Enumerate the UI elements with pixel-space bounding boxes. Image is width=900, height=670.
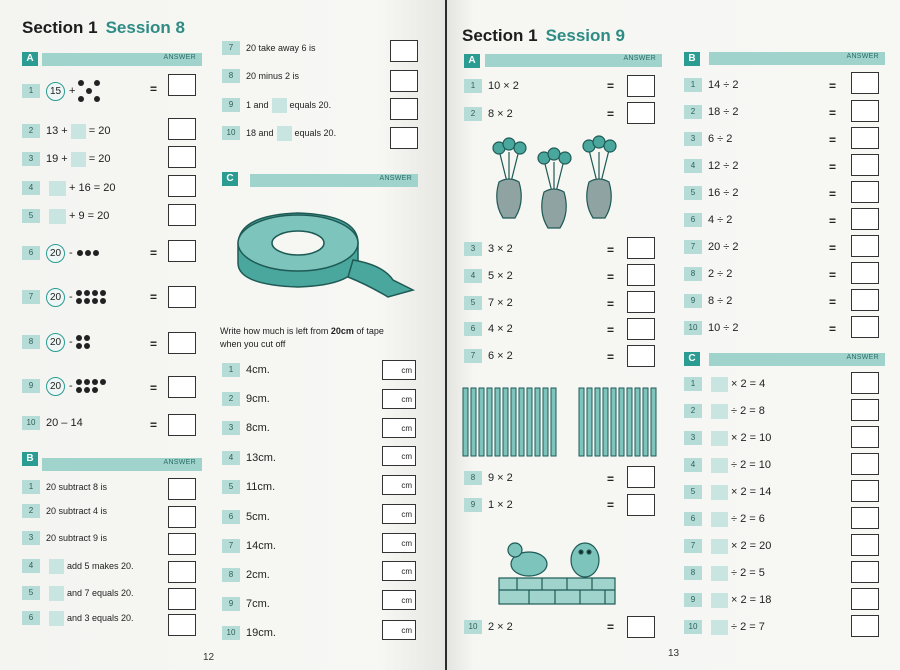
question-b6: 6 4 ÷ 2	[684, 209, 732, 231]
question-b2: 2 20 subtract 4 is	[22, 500, 107, 522]
question-a3: 3 3 × 2	[464, 238, 513, 260]
answer-box-b1[interactable]	[851, 72, 879, 94]
answer-box-c10[interactable]	[851, 615, 879, 637]
answer-box-a8[interactable]	[627, 466, 655, 488]
question-c8: 8 ÷ 2 = 5	[684, 562, 765, 584]
answer-box-b5[interactable]	[168, 588, 196, 610]
question-a4: 4 5 × 2	[464, 265, 513, 287]
part-b-answer-band: ANSWER	[42, 458, 202, 471]
blank-gap	[49, 559, 64, 574]
question-c6: 6 5cm.	[222, 506, 270, 528]
answer-box-b6[interactable]	[168, 614, 196, 636]
question-a10: 10 20 – 14	[22, 412, 83, 434]
answer-box-a3[interactable]	[627, 237, 655, 259]
question-c10: 10 ÷ 2 = 7	[684, 616, 765, 638]
answer-box-b8[interactable]	[851, 262, 879, 284]
tape-roll-illustration	[218, 205, 418, 300]
part-c-answer-band: ANSWER	[250, 174, 418, 187]
pencils-illustration	[461, 378, 666, 458]
answer-box-b1[interactable]	[168, 478, 196, 500]
answer-box-b10[interactable]	[851, 316, 879, 338]
number-circle: 15	[46, 82, 65, 101]
question-c5: 5 × 2 = 14	[684, 481, 771, 503]
question-b3: 3 6 ÷ 2	[684, 128, 732, 150]
question-a2: 2 8 × 2	[464, 103, 513, 125]
equals-sign: =	[150, 381, 158, 395]
answer-box-b3[interactable]	[851, 127, 879, 149]
answer-box-a1[interactable]	[627, 75, 655, 97]
question-a7: 7 20 -	[22, 286, 106, 308]
answer-box-c3[interactable]: cm	[382, 418, 416, 438]
birds-on-wall-illustration	[497, 530, 617, 605]
answer-box-c2[interactable]: cm	[382, 389, 416, 409]
question-b1: 1 14 ÷ 2	[684, 74, 739, 96]
question-a9: 9 1 × 2	[464, 494, 513, 516]
answer-box-a4[interactable]	[168, 175, 196, 197]
number-circle: 20	[46, 244, 65, 263]
answer-box-b10[interactable]	[390, 127, 418, 149]
blank-gap	[49, 209, 66, 224]
answer-box-a7[interactable]	[627, 345, 655, 367]
question-b8: 8 2 ÷ 2	[684, 263, 732, 285]
part-b-label: B	[22, 452, 38, 466]
question-c1: 1 4cm.	[222, 359, 270, 381]
question-a9: 9 20 -	[22, 375, 106, 397]
question-c10: 10 19cm.	[222, 622, 276, 644]
answer-box-c9[interactable]	[851, 588, 879, 610]
question-b9: 9 1 and equals 20.	[222, 94, 331, 116]
answer-box-c6[interactable]: cm	[382, 504, 416, 524]
answer-box-c6[interactable]	[851, 507, 879, 529]
answer-box-a1[interactable]	[168, 74, 196, 96]
question-a3: 3 19 + = 20	[22, 148, 110, 170]
answer-box-b8[interactable]	[390, 70, 418, 92]
answer-box-a9[interactable]	[627, 494, 655, 516]
equals-sign: =	[150, 246, 158, 260]
question-b4: 4 12 ÷ 2	[684, 155, 739, 177]
answer-box-b2[interactable]	[851, 100, 879, 122]
blank-gap	[49, 611, 64, 626]
page-title-right: Section 1 Session 9	[462, 26, 625, 45]
answer-box-c8[interactable]: cm	[382, 561, 416, 581]
question-a2: 2 13 + = 20	[22, 120, 110, 142]
number-circle: 20	[46, 377, 65, 396]
question-a4: 4 + 16 = 20	[22, 177, 116, 199]
answer-box-c8[interactable]	[851, 561, 879, 583]
counting-dots	[76, 335, 90, 349]
question-c5: 5 11cm.	[222, 476, 275, 498]
question-b4: 4 add 5 makes 20.	[22, 555, 134, 577]
page-number-right: 13	[668, 648, 680, 659]
answer-box-b9[interactable]	[390, 98, 418, 120]
answer-box-c10[interactable]: cm	[382, 620, 416, 640]
equals-sign: =	[150, 337, 158, 351]
question-b7: 7 20 take away 6 is	[222, 37, 316, 59]
question-b5: 5 16 ÷ 2	[684, 182, 739, 204]
part-a-answer-band: ANSWER	[42, 53, 202, 66]
answer-box-c3[interactable]	[851, 426, 879, 448]
question-c9: 9 7cm.	[222, 593, 270, 615]
blank-gap	[49, 181, 66, 196]
number-circle: 20	[46, 333, 65, 352]
counting-dots	[76, 247, 100, 259]
answer-box-a6[interactable]	[627, 318, 655, 340]
question-a7: 7 6 × 2	[464, 345, 513, 367]
answer-box-a4[interactable]	[627, 264, 655, 286]
answer-box-a2[interactable]	[168, 118, 196, 140]
question-c8: 8 2cm.	[222, 564, 270, 586]
answer-box-a10[interactable]	[168, 414, 196, 436]
question-c2: 2 ÷ 2 = 8	[684, 400, 765, 422]
answer-box-b3[interactable]	[168, 533, 196, 555]
answer-box-a10[interactable]	[627, 616, 655, 638]
answer-box-a5[interactable]	[627, 291, 655, 313]
question-b3: 3 20 subtract 9 is	[22, 527, 107, 549]
part-c-label: C	[222, 172, 238, 186]
answer-box-c5[interactable]	[851, 480, 879, 502]
answer-box-b6[interactable]	[851, 208, 879, 230]
question-b8: 8 20 minus 2 is	[222, 65, 299, 87]
left-page	[0, 0, 445, 670]
question-a8: 8 20 -	[22, 331, 90, 353]
question-b6: 6 and 3 equals 20.	[22, 607, 134, 629]
question-c4: 4 ÷ 2 = 10	[684, 454, 771, 476]
part-a-label: A	[464, 54, 480, 68]
number-circle: 20	[46, 288, 65, 307]
question-b10: 10 18 and equals 20.	[222, 122, 336, 144]
part-c-label: C	[684, 352, 700, 366]
page-number-left: 12	[203, 652, 215, 663]
answer-box-c2[interactable]	[851, 399, 879, 421]
answer-box-c7[interactable]: cm	[382, 533, 416, 553]
right-page: Section 1 Session 9 A ANSWER 1 10 × 2 = 2 8 × 2 = 3 3 × 2 = 4 5 × 2 = 5 7 × 2 = 6 4 × 2 = 7 6 × 2 = 8 9 × 2 = 9 1 × 2 = 10 2 × 2 = B ANSWER 1 14 ÷ 2 = 2 18 ÷ 2 = 3 6 ÷ 2 = 4 12 ÷ 2 = 5 16 ÷ 2 = 6 4 ÷ 2 = 7 20 ÷ 2 = 8 2 ÷ 2 = 9 8 ÷ 2 = 10 10 ÷ 2 = C ANSWER 1 × 2 = 4 2 ÷ 2 = 8 3 × 2 = 10 4 ÷ 2 = 10 5 × 2 = 14 6 ÷ 2 = 6 7 × 2 = 20 8 ÷ 2 = 5 9 × 2 = 18 10 ÷ 2 = 7 13	[447, 0, 900, 670]
answer-box-c5[interactable]: cm	[382, 475, 416, 495]
question-a8: 8 9 × 2	[464, 467, 513, 489]
question-b2: 2 18 ÷ 2	[684, 101, 739, 123]
answer-box-a3[interactable]	[168, 146, 196, 168]
counting-dots	[78, 80, 100, 102]
part-a-answer-band: ANSWER	[485, 54, 662, 67]
answer-box-b9[interactable]	[851, 289, 879, 311]
answer-box-c1[interactable]: cm	[382, 360, 416, 380]
question-c7: 7 × 2 = 20	[684, 535, 771, 557]
equals-sign: =	[150, 290, 158, 304]
question-a6: 6 20 -	[22, 242, 100, 264]
blank-gap	[277, 126, 292, 141]
question-c6: 6 ÷ 2 = 6	[684, 508, 765, 530]
answer-box-b2[interactable]	[168, 506, 196, 528]
answer-box-a2[interactable]	[627, 102, 655, 124]
question-c4: 4 13cm.	[222, 447, 276, 469]
part-c-answer-band: ANSWER	[709, 353, 885, 366]
question-c9: 9 × 2 = 18	[684, 589, 771, 611]
counting-dots	[76, 290, 106, 304]
answer-box-a6[interactable]	[168, 240, 196, 262]
blank-gap	[272, 98, 287, 113]
part-b-answer-band: ANSWER	[709, 52, 885, 65]
question-c2: 2 9cm.	[222, 388, 270, 410]
answer-box-c9[interactable]: cm	[382, 590, 416, 610]
part-b-label: B	[684, 52, 700, 66]
equals-sign: =	[150, 82, 158, 96]
question-c7: 7 14cm.	[222, 535, 276, 557]
blank-gap	[49, 586, 64, 601]
question-a5: 5 7 × 2	[464, 292, 513, 314]
page-title-left: Section 1 Session 8	[22, 18, 185, 37]
part-a-label: A	[22, 52, 38, 66]
answer-box-c7[interactable]	[851, 534, 879, 556]
question-a1: 1 10 × 2	[464, 75, 519, 97]
blank-gap	[71, 152, 86, 167]
answer-box-c1[interactable]	[851, 372, 879, 394]
question-a10: 10 2 × 2	[464, 616, 513, 638]
tape-instruction: Write how much is left from 20cm of tape when you cut off	[220, 326, 384, 349]
question-b1: 1 20 subtract 8 is	[22, 476, 107, 498]
answer-box-b7[interactable]	[390, 40, 418, 62]
answer-box-b4[interactable]	[168, 561, 196, 583]
answer-box-c4[interactable]	[851, 453, 879, 475]
question-c1: 1 × 2 = 4	[684, 373, 765, 395]
question-a6: 6 4 × 2	[464, 318, 513, 340]
question-c3: 3 × 2 = 10	[684, 427, 771, 449]
question-b9: 9 8 ÷ 2	[684, 290, 732, 312]
counting-dots	[76, 379, 106, 393]
flower-vases-illustration	[487, 132, 637, 232]
question-a5: 5 + 9 = 20	[22, 205, 109, 227]
answer-box-b5[interactable]	[851, 181, 879, 203]
equals-sign: =	[150, 418, 158, 432]
answer-box-c4[interactable]: cm	[382, 446, 416, 466]
question-b5: 5 and 7 equals 20.	[22, 582, 134, 604]
answer-box-a5[interactable]	[168, 204, 196, 226]
question-a1: 1 15 +	[22, 80, 100, 102]
question-b10: 10 10 ÷ 2	[684, 317, 739, 339]
answer-box-b7[interactable]	[851, 235, 879, 257]
answer-box-b4[interactable]	[851, 154, 879, 176]
answer-box-a7[interactable]	[168, 286, 196, 308]
question-c3: 3 8cm.	[222, 417, 270, 439]
answer-box-a8[interactable]	[168, 332, 196, 354]
blank-gap	[71, 124, 86, 139]
question-b7: 7 20 ÷ 2	[684, 236, 739, 258]
answer-box-a9[interactable]	[168, 376, 196, 398]
